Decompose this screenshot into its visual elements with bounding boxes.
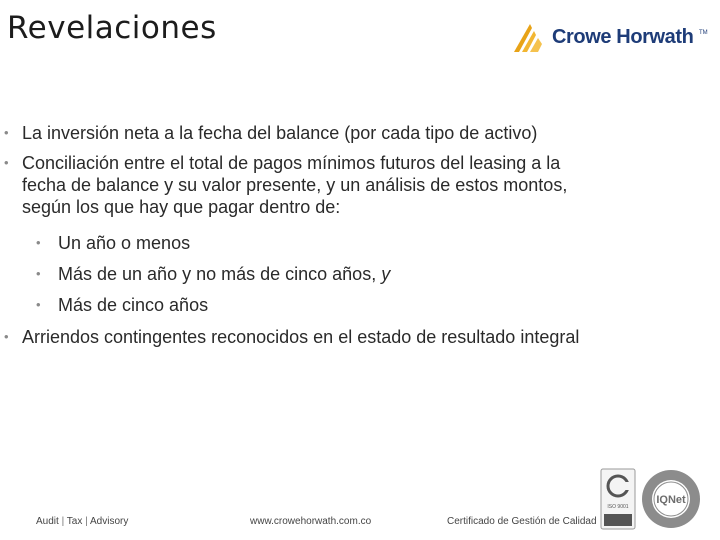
footer-audit: Audit [36, 516, 59, 527]
bullet-dot-icon: • [4, 329, 9, 344]
bullet-item [4, 326, 662, 348]
logo-trademark: TM [699, 30, 708, 36]
iso-label: ISO 9001 [607, 504, 629, 510]
bullet-dot-icon: • [36, 235, 41, 250]
crowe-logo-mark-icon [512, 20, 552, 56]
bullet-line: según los que hay que pagar dentro de: [22, 197, 341, 217]
footer-separator: | [61, 516, 65, 527]
sub-bullet-italic: y [381, 264, 391, 284]
bullet-dot-icon: • [36, 297, 41, 312]
logo-text: Crowe Horwath [552, 26, 694, 48]
bullet-item [4, 152, 662, 218]
sub-bullet-text: Un año o menos [58, 233, 191, 253]
sub-bullet-text: Más de un año y no más de cinco años, [58, 264, 382, 284]
bullet-dot-icon: • [4, 155, 9, 170]
crowe-horwath-logo [512, 20, 708, 56]
bullet-dot-icon: • [4, 125, 9, 140]
footer-advisory: Advisory [89, 516, 129, 527]
bullet-line: fecha de balance y su valor presente, y un análisis de estos montos, [22, 175, 568, 195]
sub-bullet-item [36, 263, 658, 285]
bullet-text: Arriendos contingentes reconocidos en el estado de resultado integral [22, 327, 580, 347]
slide-title: Revelaciones [7, 10, 217, 46]
footer-cert-text: Certificado de Gestión de Calidad [447, 516, 597, 527]
iqnet-badge-icon [640, 468, 702, 530]
sub-bullet-text: Más de cinco años [58, 295, 209, 315]
iso-certification-badge [600, 468, 636, 530]
bullet-line: Conciliación entre el total de pagos mínimos futuros del leasing a la [22, 153, 561, 173]
footer-separator: | [85, 516, 88, 527]
bullet-dot-icon: • [36, 266, 41, 281]
bullet-text: La inversión neta a la fecha del balance (por cada tipo de activo) [22, 123, 538, 143]
footer-services [36, 516, 128, 527]
footer-tax: Tax [66, 516, 83, 527]
iqnet-certification-badge [640, 468, 702, 530]
sub-bullet-item [36, 294, 658, 316]
iqnet-label: IQNet [656, 494, 686, 506]
bullet-item [4, 122, 662, 144]
footer-url[interactable]: www.crowehorwath.com.co [250, 516, 372, 527]
sub-bullet-item [36, 232, 658, 254]
icontec-badge-icon [600, 468, 636, 530]
